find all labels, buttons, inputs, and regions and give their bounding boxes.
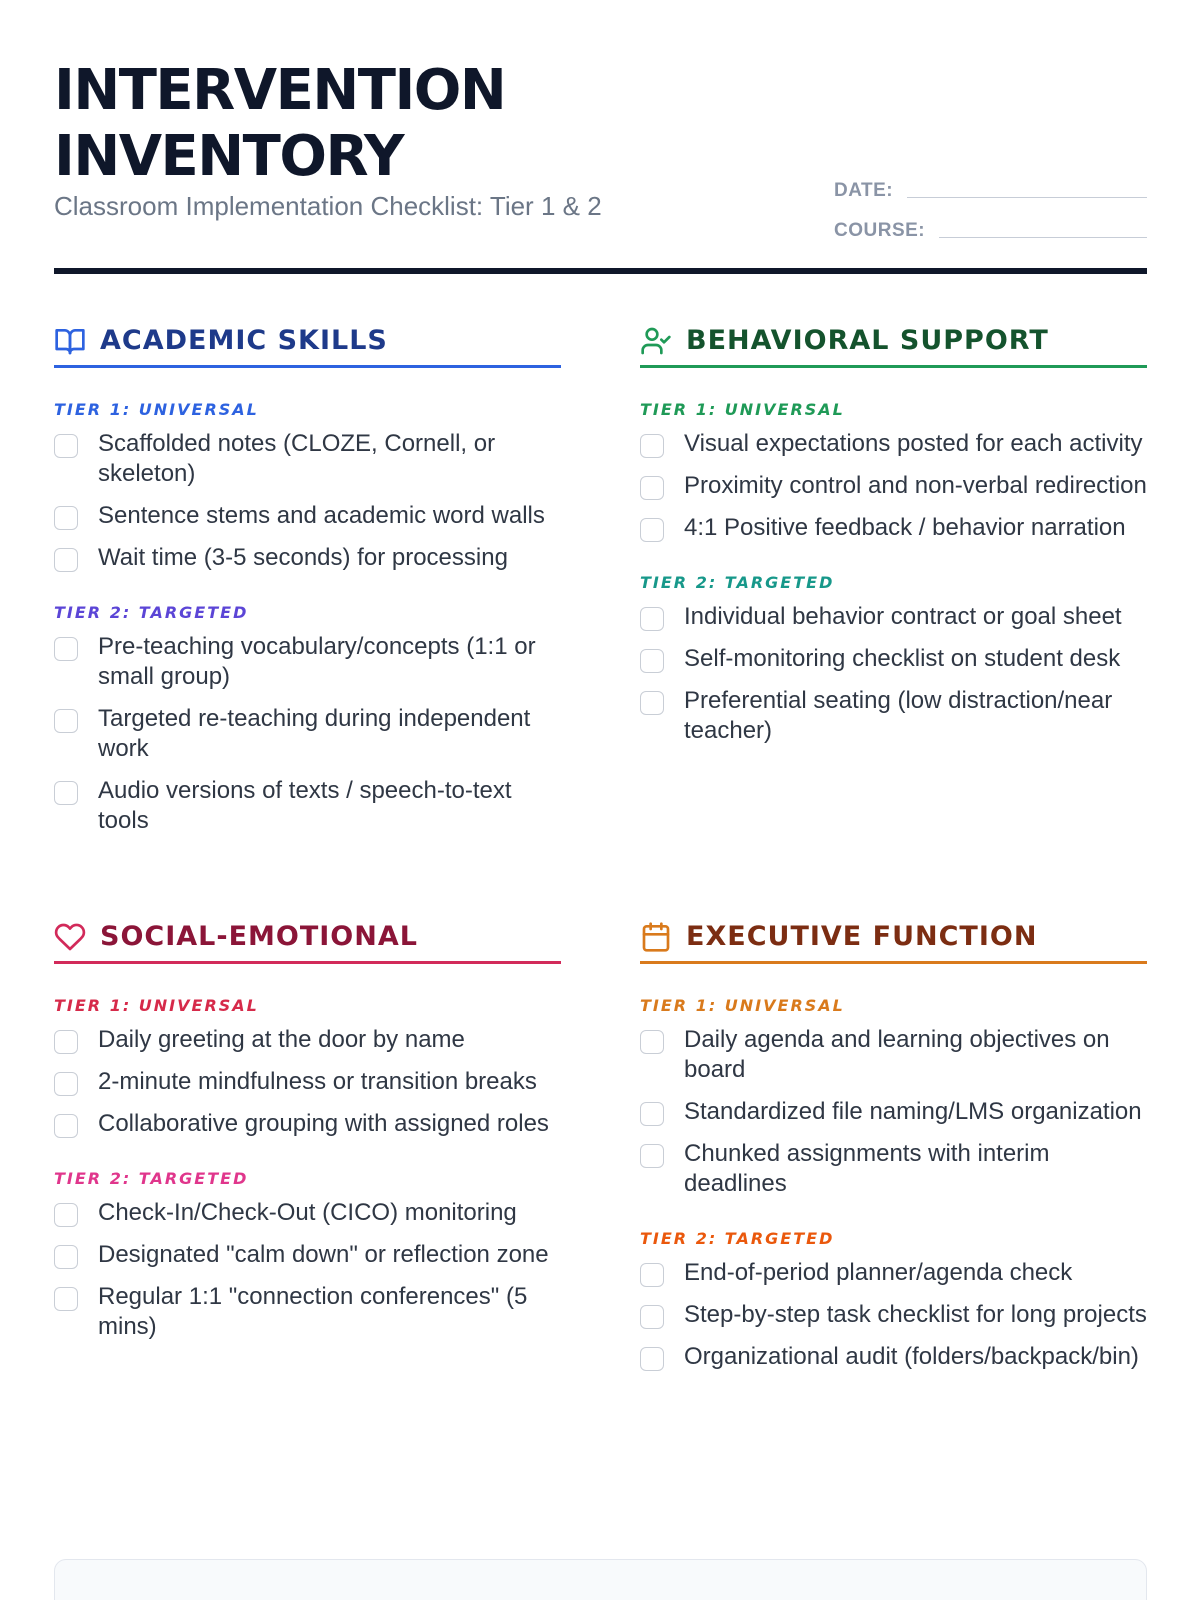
section-title: BEHAVIORAL SUPPORT [686, 325, 1049, 356]
course-label: COURSE: [834, 220, 926, 241]
section-social-emotional [54, 914, 561, 1354]
checklist-item [640, 644, 1147, 674]
checkbox[interactable] [640, 649, 664, 673]
checkbox[interactable] [640, 518, 664, 542]
item-text: Visual expectations posted for each activity [684, 430, 1143, 457]
user-check-icon [640, 324, 674, 358]
section-academic-skills [54, 318, 561, 848]
checklist-item [640, 1025, 1147, 1085]
checkbox[interactable] [640, 607, 664, 631]
tier-2-label: TIER 2: TARGETED [640, 1229, 835, 1248]
item-text: Scaffolded notes (CLOZE, Cornell, or skeleton) [98, 430, 496, 487]
section-executive-function [640, 914, 1147, 1384]
checklist-item [54, 1067, 561, 1097]
checkbox[interactable] [640, 476, 664, 500]
checklist-item [54, 1109, 561, 1139]
checkbox[interactable] [640, 434, 664, 458]
checkbox[interactable] [54, 781, 78, 805]
checklist-item [640, 1300, 1147, 1330]
item-text: Self-monitoring checklist on student desk [684, 645, 1121, 672]
checklist-item [54, 1240, 561, 1270]
checkbox[interactable] [54, 434, 78, 458]
footer-panel [54, 1559, 1147, 1600]
tier-1-label: TIER 1: UNIVERSAL [640, 400, 845, 419]
item-text: End-of-period planner/agenda check [684, 1259, 1073, 1286]
checklist-item [640, 513, 1147, 543]
checkbox[interactable] [54, 1030, 78, 1054]
checklist-item [640, 602, 1147, 632]
checkbox[interactable] [640, 1030, 664, 1054]
checkbox[interactable] [54, 1287, 78, 1311]
item-text: 4:1 Positive feedback / behavior narration [684, 514, 1126, 541]
item-text: Individual behavior contract or goal sheet [684, 603, 1122, 630]
item-text: Audio versions of texts / speech-to-text tools [98, 777, 512, 834]
section-header [54, 914, 561, 964]
section-header [640, 318, 1147, 368]
tier-2-label: TIER 2: TARGETED [54, 603, 249, 622]
checkbox[interactable] [54, 637, 78, 661]
section-behavioral-support [640, 318, 1147, 758]
item-text: 2-minute mindfulness or transition breaks [98, 1068, 537, 1095]
checklist-item [640, 429, 1147, 459]
section-header [54, 318, 561, 368]
section-header [640, 914, 1147, 964]
tier-1-label: TIER 1: UNIVERSAL [54, 400, 259, 419]
item-text: Sentence stems and academic word walls [98, 502, 545, 529]
item-text: Standardized file naming/LMS organization [684, 1098, 1142, 1125]
checklist-item [54, 704, 561, 764]
checkbox[interactable] [54, 506, 78, 530]
checkbox[interactable] [54, 548, 78, 572]
item-text: Collaborative grouping with assigned roles [98, 1110, 549, 1137]
section-title: SOCIAL-EMOTIONAL [100, 921, 418, 952]
item-text: Designated "calm down" or reflection zone [98, 1241, 549, 1268]
title-line-1: INTERVENTION [54, 58, 506, 123]
tier-2-label: TIER 2: TARGETED [54, 1169, 249, 1188]
checkbox[interactable] [640, 691, 664, 715]
checklist-item [640, 471, 1147, 501]
checkbox[interactable] [54, 1072, 78, 1096]
tier-1-label: TIER 1: UNIVERSAL [54, 996, 259, 1015]
checkbox[interactable] [640, 1263, 664, 1287]
checklist-item [54, 429, 561, 489]
date-input-line[interactable] [907, 176, 1147, 198]
checkbox[interactable] [54, 709, 78, 733]
item-text: Preferential seating (low distraction/near teacher) [684, 687, 1113, 744]
checkbox[interactable] [640, 1347, 664, 1371]
checkbox[interactable] [54, 1245, 78, 1269]
checkbox[interactable] [640, 1144, 664, 1168]
item-text: Targeted re-teaching during independent work [98, 705, 531, 762]
item-text: Check-In/Check-Out (CICO) monitoring [98, 1199, 517, 1226]
checkbox[interactable] [640, 1102, 664, 1126]
checklist-item [54, 543, 561, 573]
checkbox[interactable] [54, 1203, 78, 1227]
checklist-item [640, 1342, 1147, 1372]
item-text: Pre-teaching vocabulary/concepts (1:1 or small group) [98, 633, 536, 690]
tier-2-label: TIER 2: TARGETED [640, 573, 835, 592]
section-title: ACADEMIC SKILLS [100, 325, 388, 356]
checklist-item [54, 1025, 561, 1055]
checklist-item [640, 1097, 1147, 1127]
item-text: Chunked assignments with interim deadlines [684, 1140, 1050, 1197]
item-text: Daily greeting at the door by name [98, 1026, 465, 1053]
checklist-item [54, 1282, 561, 1342]
checklist-item [54, 632, 561, 692]
section-title: EXECUTIVE FUNCTION [686, 921, 1038, 952]
checklist-item [640, 1258, 1147, 1288]
checklist-item [54, 501, 561, 531]
meta-fields [834, 162, 1147, 242]
course-input-line[interactable] [939, 216, 1147, 238]
checkbox[interactable] [640, 1305, 664, 1329]
tier-1-label: TIER 1: UNIVERSAL [640, 996, 845, 1015]
checklist-item [640, 1139, 1147, 1199]
checklist-item [54, 776, 561, 836]
page-subtitle: Classroom Implementation Checklist: Tier 1 & 2 [54, 191, 602, 221]
heart-icon [54, 920, 88, 954]
page-title [54, 58, 754, 190]
item-text: Proximity control and non-verbal redirection [684, 472, 1147, 499]
checkbox[interactable] [54, 1114, 78, 1138]
date-field [834, 162, 1147, 202]
item-text: Regular 1:1 "connection conferences" (5 mins) [98, 1283, 528, 1340]
header-divider [54, 268, 1147, 274]
item-text: Wait time (3-5 seconds) for processing [98, 544, 508, 571]
checklist-item [54, 1198, 561, 1228]
item-text: Organizational audit (folders/backpack/bin) [684, 1343, 1139, 1370]
item-text: Step-by-step task checklist for long projects [684, 1301, 1147, 1328]
checklist-item [640, 686, 1147, 746]
title-line-2: INVENTORY [54, 124, 404, 189]
open-book-icon [54, 324, 88, 358]
course-field [834, 202, 1147, 242]
item-text: Daily agenda and learning objectives on board [684, 1026, 1110, 1083]
page-header [54, 58, 1147, 273]
date-label: DATE: [834, 180, 894, 201]
calendar-icon [640, 920, 674, 954]
